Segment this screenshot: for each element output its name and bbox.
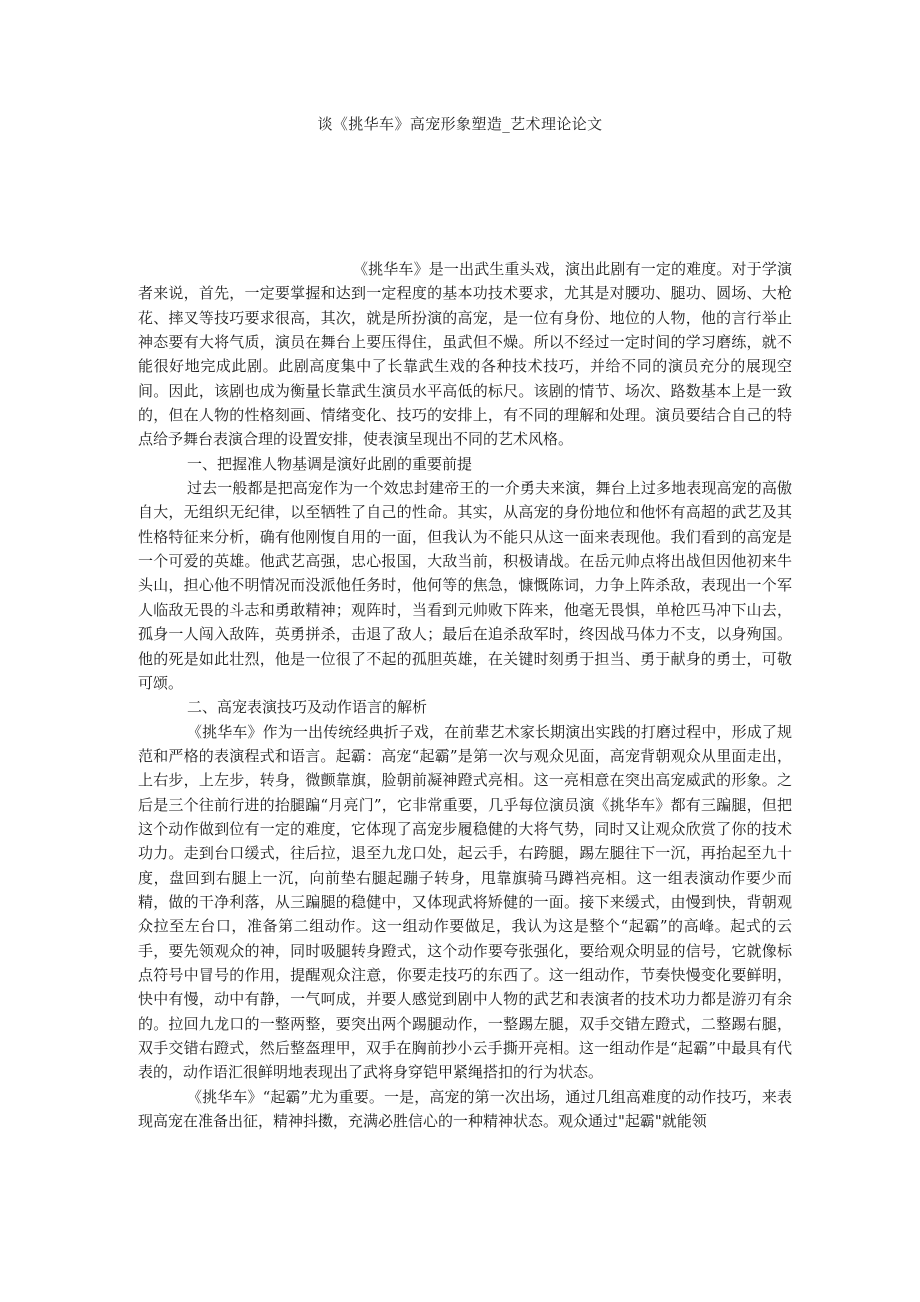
section-heading-2: 二、高宠表演技巧及动作语言的解析 (187, 698, 428, 717)
document-body (138, 257, 792, 1133)
paragraph-performance-techniques: 《挑华车》作为一出传统经典折子戏，在前辈艺术家长期演出实践的打磨过程中，形成了规范和严格的表演程式和语言。起霸：高宠“起霸”是第一次与观众见面，高宠背朝观众从里面走出，上右步，上左步，转身，微颤靠旗，脸朝前凝神蹬式亮相。这一亮相意在突出高宠威武的形象。之后是三个往前行进的抬腿蹁“月亮门”，它非常重要，几乎每位演员演《挑华车》都有三蹁腿，但把这个动作做到位有一定的难度，它体现了高宠步履稳健的大将气势，同时又让观众欣赏了你的技术功力。走到台口缓式，往后拉，退至九龙口处，起云手，右跨腿，踢左腿往下一沉，再抬起至九十度，盘回到右腿上一沉，向前垫右腿起蹦子转身，甩靠旗骑马蹲裆亮相。这一组表演动作要少而精，做的干净利落，从三蹁腿的稳健中，又体现武将矫健的一面。接下来缓式，由慢到快，背朝观众拉至左台口，准备第二组动作。这一组动作要做足，我认为这是整个“起霸”的高峰。起式的云手，要先领观众的神，同时吸腿转身蹬式，这个动作要夸张强化，要给观众明显的信号，它就像标点符号中冒号的作用，提醒观众注意，你要走技巧的东西了。这一组动作，节奏快慢变化要鲜明，快中有慢，动中有静，一气呵成，并要人感觉到剧中人物的武艺和表演者的技术功力都是游刃有余的。拉回九龙口的一整两整，要突出两个踢腿动作，一整踢左腿，双手交错左蹬式，二整踢右腿，双手交错右蹬式，然后整盔理甲，双手在胸前抄小云手撕开亮相。这一组动作是“起霸”中最具有代表的，动作语汇很鲜明地表现出了武将身穿铠甲紧绳搭扣的行为状态。 (138, 722, 792, 1082)
document-title: 谈《挑华车》高宠形象塑造_艺术理论论文 (317, 115, 603, 133)
paragraph-character-analysis: 过去一般都是把高宠作为一个效忠封建帝王的一介勇夫来演，舞台上过多地表现高宠的高傲自大，无组织无纪律，以至牺牲了自己的性命。其实，从高宠的身份地位和他怀有高超的武艺及其性格特征来分析，确有他刚愎自用的一面，但我认为不能只从这一面来表现他。我们看到的高宠是一个可爱的英雄。他武艺高强，忠心报国，大敌当前，积极请战。在岳元帅点将出战但因他初来牛头山，担心他不明情况而没派他任务时，他何等的焦急，慷慨陈词，力争上阵杀敌，表现出一个军人临敌无畏的斗志和勇敢精神；观阵时，当看到元帅败下阵来，他毫无畏惧，单枪匹马冲下山去，孤身一人闯入敌阵，英勇拼杀，击退了敌人；最后在追杀敌军时，终因战马体力不支，以身殉国。他的死是如此壮烈，他是一位很了不起的孤胆英雄，在关键时刻勇于担当、勇于献身的勇士，可敬可颂。 (138, 479, 792, 692)
paragraph-qiba-importance: 《挑华车》“起霸”尤为重要。一是，高宠的第一次出场，通过几组高难度的动作技巧，来表现高宠在准备出征，精神抖擞，充满必胜信心的一种精神状态。观众通过"起霸"就能领 (138, 1087, 792, 1131)
paragraph-intro: 《挑华车》是一出武生重头戏，演出此剧有一定的难度。对于学演者来说，首先，一定要掌握和达到一定程度的基本功技术要求，尤其是对腰功、腿功、圆场、大枪花、摔叉等技巧要求很高，其次，就是所扮演的高宠，是一位有身份、地位的人物，他的言行举止神态要有大将气质，演员在舞台上要压得住，虽武但不燥。所以不经过一定时间的学习磨练，就不能很好地完成此剧。此剧高度集中了长靠武生戏的各种技术技巧，并给不同的演员充分的展现空间。因此，该剧也成为衡量长靠武生演员水平高低的标尺。该剧的情节、场次、路数基本上是一致的，但在人物的性格刻画、情绪变化、技巧的安排上，有不同的理解和处理。演员要结合自己的特点给予舞台表演合理的设置安排，使表演呈现出不同的艺术风格。 (138, 260, 792, 449)
section-heading-1: 一、把握准人物基调是演好此剧的重要前提 (187, 454, 473, 473)
